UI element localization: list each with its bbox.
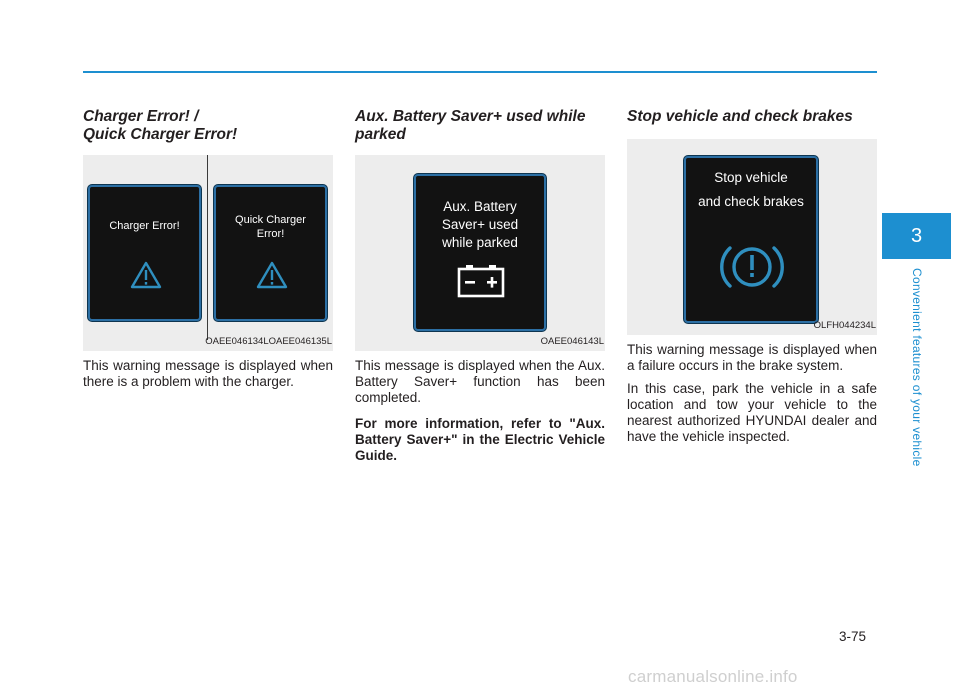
top-divider — [83, 71, 877, 73]
body-text-bold-note: For more information, refer to "Aux. Battery Saver+" in the Electric Vehicle Guide. — [355, 416, 605, 463]
screen-message: Stop vehicle and check brakes — [698, 170, 804, 209]
figure-stop-vehicle — [627, 139, 877, 335]
body-text: This warning message is displayed when there is a problem with the charger. — [83, 358, 333, 389]
figure-code: OLFH044234L — [813, 320, 876, 331]
cluster-screen-quick-charger-error — [214, 185, 327, 321]
page-number: 3-75 — [839, 629, 867, 644]
figure-divider — [207, 155, 208, 340]
section-aux-battery-saver — [355, 108, 605, 464]
section-stop-vehicle-brakes — [627, 108, 877, 445]
figure-aux-battery-saver — [355, 155, 605, 351]
brake-warning-icon — [719, 242, 785, 292]
figure-code: OAEE046143L — [540, 336, 604, 347]
chapter-tab: 3 — [882, 213, 951, 259]
chapter-label: Convenient features of your vehicle — [910, 268, 924, 467]
warning-triangle-icon — [256, 261, 288, 289]
cluster-screen-aux-battery — [414, 174, 546, 331]
body-text: This message is displayed when the Aux. Battery Saver+ function has been completed. — [355, 358, 605, 405]
cluster-screen-stop-vehicle — [684, 156, 818, 323]
screen-message: Charger Error! — [109, 220, 180, 232]
watermark: carmanualsonline.info — [628, 667, 798, 686]
body-text: This warning message is displayed when a failure occurs in the brake system. — [627, 342, 877, 373]
cluster-screen-charger-error — [88, 185, 201, 321]
section-heading: Aux. Battery Saver+ used while parked — [355, 108, 586, 143]
section-charger-error — [83, 108, 333, 390]
section-heading: Charger Error! / Quick Charger Error! — [83, 108, 238, 143]
battery-icon — [457, 264, 505, 298]
figure-code: OAEE046134LOAEE046135L — [205, 336, 332, 347]
warning-triangle-icon — [130, 261, 162, 289]
body-text: In this case, park the vehicle in a safe location and tow your vehicle to the nearest authorized HYUNDAI dealer and have the vehicle inspected. — [627, 381, 877, 444]
section-heading: Stop vehicle and check brakes — [627, 108, 853, 125]
figure-charger-error — [83, 155, 333, 351]
screen-message: Aux. Battery Saver+ used while parked — [441, 199, 519, 250]
screen-message: Quick Charger Error! — [235, 214, 306, 240]
